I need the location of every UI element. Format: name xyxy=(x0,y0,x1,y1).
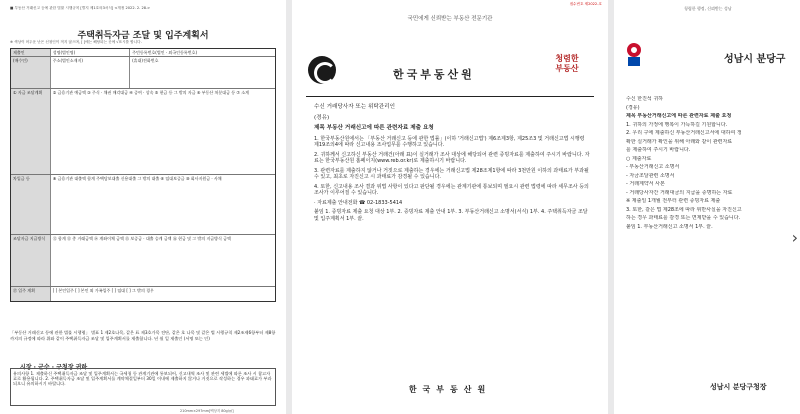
receipt-stamp: 접수번호 제2022-호 xyxy=(569,2,602,6)
letter-body xyxy=(314,104,590,225)
recipient-office: 시장 · 군수 · 구청장 귀하 xyxy=(20,364,88,371)
letter-to: 수신 거래당사자 또는 위탁관리인 xyxy=(314,104,395,110)
agency-signature: 한국부동산원 xyxy=(408,385,492,394)
form-row xyxy=(11,89,275,175)
form-label: ⑰ 입주 계획 xyxy=(11,287,51,301)
notice-letter-page[interactable] xyxy=(292,0,608,414)
notice-line: - 거래계약서 사본 xyxy=(626,181,665,187)
notice-subject: 제목 부동산거래신고에 따른 관련자료 제출 요청 xyxy=(626,113,732,119)
form-instructions: ※ 색상이 어두운 난은 신청인이 적지 않으며, [ ]에는 해당되는 곳에 √표시를 합니다. xyxy=(10,40,142,44)
attachments-text: 유의사항 1. 제출하신 주택취득자금 조달 및 입주계획서는 국세청 등 관계기관에 통보되어, 신고내역 조사 및 관련 세법에 따른 조사 시 참고자료로 활용됩니다. 2. 주택취득자금 조달 및 입주계획서를 계약체결일부터 30일 이내에 제출하지 않거나 거짓으로 작성하는 경우 과태료가 부과되오니 유의하시기 바랍니다. xyxy=(13,371,272,387)
form-header-note: ■ 부동산 거래신고 등에 관한 법률 시행규칙 [별지 제1호의3서식] <개정 2022. 2. 28.> xyxy=(10,6,151,10)
letterhead-slogan: 국민에게 신뢰받는 부동산 전문기관 xyxy=(407,16,493,22)
form-label: 제출인 xyxy=(11,49,51,56)
agency-logo-icon xyxy=(308,56,336,84)
notice-line: 하는 경우 과태료를 감경 또는 면제받을 수 있습니다. xyxy=(626,215,741,221)
funding-plan-form-page[interactable] xyxy=(0,0,286,414)
city-notice-page[interactable] xyxy=(614,0,800,414)
notice-via: (경유) xyxy=(626,104,640,111)
form-cell: 주소(법인소재지) xyxy=(51,57,130,88)
attachments-box xyxy=(10,368,276,406)
form-row xyxy=(11,235,275,287)
letter-attachments: 붙임 1. 증빙자료 제출 요청 대상 1부. 2. 증빙자료 제출 안내 1부. 3. 부동산거래신고 소명서(서식) 1부. 4. 주택취득자금 조달 및 입주계획서 1부. 끝. xyxy=(314,209,588,222)
form-label: (매수인) xyxy=(11,57,51,88)
letter-paragraph: 3. 관련자료를 제출하지 않거나 거짓으로 제출하는 경우에는 거래신고법 제28조제1항에 따라 3천만원 이하의 과태료가 부과될 수 있고, 최초로 자진신고 시 과태료가 감경될 수 있습니다. xyxy=(314,167,589,181)
page-top-note: 청렴한 행정, 신뢰받는 성남 xyxy=(684,6,732,11)
form-label: 조달자금 지급방식 xyxy=(11,235,51,286)
form-cell: 성명(법인명) xyxy=(51,49,130,56)
form-cell: 주민등록번호(법인 · 외국인등록번호) xyxy=(132,50,198,55)
notice-line: ※ 제출일 1개월 전부터 관련 증빙자료 제출 xyxy=(626,198,721,204)
notice-line: 1. 귀하의 가정에 행복이 가득하길 기원합니다. xyxy=(626,121,728,128)
form-table xyxy=(10,48,276,302)
signature-block: 「부동산 거래신고 등에 관한 법률 시행령」 별표 1 제2호나목, 같은 표 제3호가목 전단, 같은 호 나목 및 같은 법 시행규칙 제2조제6항부터 제8항까지의 규정에 따라 위와 같이 주택취득자금 조달 및 입주계획서를 제출합니다. 년 월 일 제출인 (서명 또는 인) xyxy=(10,330,276,341)
notice-line: 3. 또한, 같은 법 제28조에 따라 위반사실을 자진신고 xyxy=(626,206,742,213)
notice-line: - 자금조달관련 소명서 xyxy=(626,172,675,179)
form-row xyxy=(11,175,275,235)
notice-line: 2. 우리 구에 제출하신 부동산거래신고서에 대하여 정 xyxy=(626,130,742,136)
agency-name: 한국부동산원 xyxy=(393,68,475,81)
letter-paragraph: 4. 또한, 신고내용 조사 결과 위법 사항이 있다고 판단될 경우에는 관계기관에 통보되며 필요시 관련 법령에 따라 세무조사 등의 조사가 이루어질 수 있습니다. xyxy=(314,183,589,197)
notice-to: 수신 한진석 귀하 xyxy=(626,96,663,102)
letter-paragraph: 1. 한국부동산원에서는 「부동산 거래신고 등에 관한 법률」(이하 '거래신고법') 제6조제3항, 제25조3 및 거래신고법 시행령 제19조의4에 따라 신고내용 조사업무를 수행하고 있습니다. xyxy=(314,135,585,149)
chevron-right-icon[interactable]: › xyxy=(791,228,798,247)
form-cell: ⑫ 합계 ⑬ 총 거래금액 ⑭ 계좌이체 금액 ⑮ 보증금 · 대출 승계 금액 ⑯ 현금 및 그 밖의 지급방식 금액 xyxy=(52,236,231,241)
form-cell: [ ] 본인입주 [ ] 본인 외 가족입주 [ ] 임대 [ ] 그 밖의 경우 xyxy=(52,288,154,293)
city-name: 성남시 분당구 xyxy=(724,54,786,65)
notice-line: - 거래당사자간 거래대금의 지급을 증명하는 자료 xyxy=(626,189,733,196)
form-label: ① 자금 조달계획 xyxy=(11,89,51,174)
letter-via: (경유) xyxy=(314,114,330,121)
city-signature: 성남시 분당구청장 xyxy=(710,383,767,391)
letter-subject: 제목 부동산 거래신고에 따른 관련자료 제출 요청 xyxy=(314,125,434,132)
city-notice-body xyxy=(626,96,798,232)
form-row xyxy=(11,287,275,301)
notice-line: ○ 제출자료 xyxy=(626,155,652,162)
form-title: 주택취득자금 조달 및 입주계획서 xyxy=(77,31,209,41)
form-cell: ② 금융기관 예금액 ③ 주식 · 채권 매각대금 ④ 증여 · 상속 ⑤ 현금 등 그 밖의 자금 ⑥ 부동산 처분대금 등 ⑦ 소계 xyxy=(52,90,250,95)
notice-line: 확한 실거래가 확인을 위해 아래와 같이 관련자료 xyxy=(626,138,733,145)
letterhead xyxy=(308,50,592,110)
notice-line: 를 제출하여 주시기 바랍니다. xyxy=(626,147,691,153)
form-label: 차입금 등 xyxy=(11,175,51,234)
form-row xyxy=(11,49,275,57)
header-divider xyxy=(306,96,594,97)
form-cell: ⑧ 금융기관 대출액 합계 주택담보대출 신용대출 그 밖의 대출 ⑨ 임대보증금 ⑩ 회사지원금 · 사채 xyxy=(52,176,222,181)
letter-contact: · 자료제출 안내전화 ☎ 02-1833-5414 xyxy=(314,199,403,206)
city-emblem-icon xyxy=(624,42,644,68)
campaign-seal: 청렴한 부동산 xyxy=(555,54,579,73)
notice-line: 붙임 1. 부동산거래신고 소명서 1부. 끝. xyxy=(626,223,713,230)
notice-line: - 부동산거래신고 소명서 xyxy=(626,164,680,170)
letter-paragraph: 2. 귀하께서 신고하신 부동산 거래건(아래 표)이 실거래가 조사 대상에 해당되어 관련 증빙자료를 제출하여 주시기 바랍니다. 자료는 한국부동산원 홈페이지(www.reb.or.kr)로 제출하시기 바랍니다. xyxy=(314,151,590,165)
form-cell: (휴대)전화번호 xyxy=(132,58,159,63)
form-row xyxy=(11,57,275,89)
paper-size-note: 210mm×297mm[백상지 80g/㎡] xyxy=(180,409,234,413)
